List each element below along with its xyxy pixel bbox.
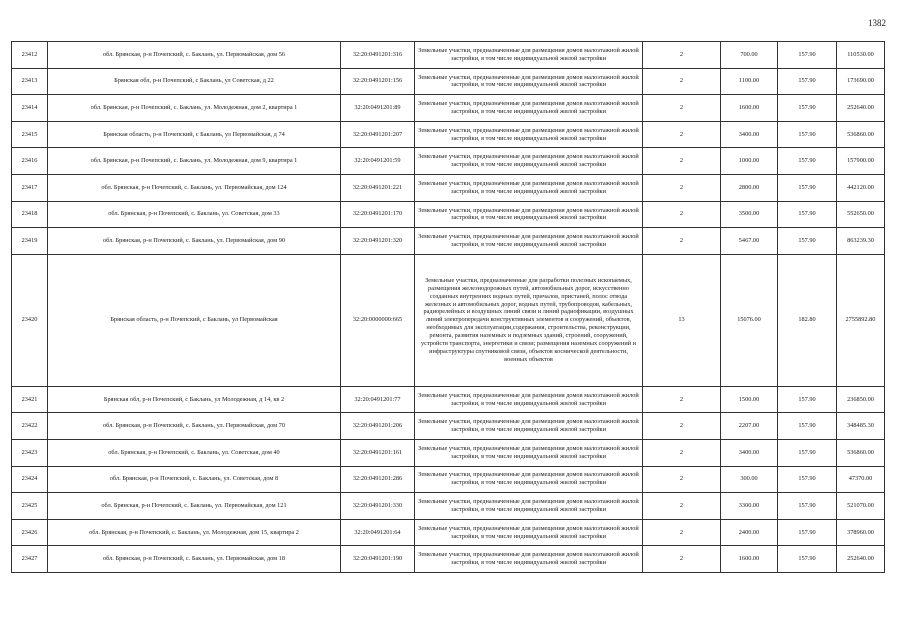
cell-cadastral-number: 32:20:0491201:156 — [341, 68, 415, 95]
cell-cadastral-value: 863239.30 — [837, 228, 885, 255]
cell-type-code: 2 — [643, 148, 721, 175]
cell-row-number: 23416 — [12, 148, 48, 175]
cell-cadastral-value: 236850.00 — [837, 386, 885, 413]
cell-land-purpose: Земельные участки, предназначенные для размещения домов малоэтажной жилой застройки, в том числе индивидуальной жилой застройки — [415, 121, 643, 148]
cell-area: 2800.00 — [721, 174, 778, 201]
cell-row-number: 23426 — [12, 519, 48, 546]
cell-cadastral-number: 32:20:0491201:64 — [341, 519, 415, 546]
cell-specific-value: 157.90 — [778, 148, 837, 175]
cell-land-purpose: Земельные участки, предназначенные для размещения домов малоэтажной жилой застройки, в том числе индивидуальной жилой застройки — [415, 95, 643, 122]
cell-cadastral-number: 32:20:0491201:330 — [341, 493, 415, 520]
cell-cadastral-number: 32:20:0491201:170 — [341, 201, 415, 228]
cell-cadastral-value: 552650.00 — [837, 201, 885, 228]
cell-specific-value: 157.90 — [778, 439, 837, 466]
cell-address: Брянская область, р-н Почепский, с Баклань, ул Первомайская — [48, 254, 341, 386]
table-row — [12, 228, 885, 255]
cell-specific-value: 157.90 — [778, 493, 837, 520]
cell-specific-value: 157.90 — [778, 68, 837, 95]
cell-specific-value: 157.90 — [778, 413, 837, 440]
cell-cadastral-value: 2755892.80 — [837, 254, 885, 386]
cell-land-purpose: Земельные участки, предназначенные для размещения домов малоэтажной жилой застройки, в том числе индивидуальной жилой застройки — [415, 201, 643, 228]
table-row — [12, 121, 885, 148]
cell-area: 3400.00 — [721, 439, 778, 466]
cell-type-code: 2 — [643, 201, 721, 228]
cell-land-purpose: Земельные участки, предназначенные для размещения домов малоэтажной жилой застройки, в том числе индивидуальной жилой застройки — [415, 386, 643, 413]
cell-cadastral-value: 252640.00 — [837, 546, 885, 573]
cell-row-number: 23420 — [12, 254, 48, 386]
cell-address: обл. Брянская, р-н Почепский, с. Баклань, ул. Советская, дом 8 — [48, 466, 341, 493]
cell-area: 1600.00 — [721, 95, 778, 122]
cell-land-purpose: Земельные участки, предназначенные для размещения домов малоэтажной жилой застройки, в том числе индивидуальной жилой застройки — [415, 439, 643, 466]
land-plot-table — [11, 41, 885, 573]
cell-cadastral-number: 32:20:0491201:206 — [341, 413, 415, 440]
cell-cadastral-number: 32:20:0000000:665 — [341, 254, 415, 386]
cell-specific-value: 157.90 — [778, 466, 837, 493]
cell-area: 1100.00 — [721, 68, 778, 95]
cell-specific-value: 157.90 — [778, 121, 837, 148]
cell-cadastral-value: 536860.00 — [837, 439, 885, 466]
cell-type-code: 2 — [643, 386, 721, 413]
cell-address: обл. Брянская, р-н Почепский, с. Баклань, ул. Первомайская, дом 121 — [48, 493, 341, 520]
table-row — [12, 413, 885, 440]
cell-specific-value: 157.90 — [778, 519, 837, 546]
cell-cadastral-value: 110530.00 — [837, 42, 885, 69]
cell-type-code: 2 — [643, 439, 721, 466]
cell-land-purpose: Земельные участки, предназначенные для размещения домов малоэтажной жилой застройки, в том числе индивидуальной жилой застройки — [415, 546, 643, 573]
cell-type-code: 2 — [643, 95, 721, 122]
cell-cadastral-value: 442120.00 — [837, 174, 885, 201]
cell-address: обл. Брянская, р-н Почепский, с. Баклань, ул. Первомайская, дом 90 — [48, 228, 341, 255]
cell-land-purpose: Земельные участки, предназначенные для размещения домов малоэтажной жилой застройки, в том числе индивидуальной жилой застройки — [415, 148, 643, 175]
table-row — [12, 386, 885, 413]
cell-row-number: 23424 — [12, 466, 48, 493]
table-row — [12, 95, 885, 122]
cell-type-code: 13 — [643, 254, 721, 386]
page-number: 1382 — [868, 18, 886, 28]
cell-cadastral-value: 252640.00 — [837, 95, 885, 122]
cell-specific-value: 157.90 — [778, 546, 837, 573]
cell-address: обл. Брянская, р-н Почепский, с. Баклань, ул. Молодежная, дом 2, квартира 1 — [48, 95, 341, 122]
cell-address: Брянская область, р-н Почепский, с Баклань, ул Первомайская, д 74 — [48, 121, 341, 148]
cell-address: Брянская обл, р-н Почепский, с Баклань, ул Советская, д 22 — [48, 68, 341, 95]
cell-area: 1000.00 — [721, 148, 778, 175]
cell-cadastral-number: 32:20:0491201:89 — [341, 95, 415, 122]
cell-land-purpose: Земельные участки, предназначенные для разработки полезных ископаемых, размещения железнодорожных путей, автомобильных дорог, искусственно созданных внутренних водных путей, причалов, пристаней, полос отвода железных и автомобильных дорог, водных путей, трубопроводов, кабельных, радиорелейных и воздушных линий связи и линий радиофикации, воздушных линий электропередачи конструктивных элементов и сооружений, объектов, необходимых для эксплуатации,содержания, строительства, реконструкции, ремонта, развития наземных и подземных зданий, строений, сооружений, устройств транспорта, энергетики и связи; размещения наземных сооружений и инфраструктуры спутниковой связи, объектов космической деятельности, военных объектов — [415, 254, 643, 386]
cell-type-code: 2 — [643, 546, 721, 573]
table-row — [12, 174, 885, 201]
cell-row-number: 23413 — [12, 68, 48, 95]
cell-type-code: 2 — [643, 68, 721, 95]
table-row — [12, 546, 885, 573]
cell-area: 1500.00 — [721, 386, 778, 413]
table-row — [12, 201, 885, 228]
cell-address: обл. Брянская, р-н Почепский, с. Баклань, ул. Первомайская, дом 70 — [48, 413, 341, 440]
cell-cadastral-value: 157900.00 — [837, 148, 885, 175]
cell-area: 2400.00 — [721, 519, 778, 546]
cell-cadastral-number: 32:20:0491201:286 — [341, 466, 415, 493]
cell-land-purpose: Земельные участки, предназначенные для размещения домов малоэтажной жилой застройки, в том числе индивидуальной жилой застройки — [415, 228, 643, 255]
cell-address: обл. Брянская, р-н Почепский, с. Баклань, ул. Первомайская, дом 18 — [48, 546, 341, 573]
cell-area: 5467.00 — [721, 228, 778, 255]
cell-cadastral-value: 173690.00 — [837, 68, 885, 95]
cell-row-number: 23414 — [12, 95, 48, 122]
cell-address: обл. Брянская, р-н Почепский, с. Баклань, ул. Советская, дом 40 — [48, 439, 341, 466]
table-row — [12, 519, 885, 546]
cell-land-purpose: Земельные участки, предназначенные для размещения домов малоэтажной жилой застройки, в том числе индивидуальной жилой застройки — [415, 413, 643, 440]
cell-area: 3500.00 — [721, 201, 778, 228]
cell-row-number: 23419 — [12, 228, 48, 255]
cell-row-number: 23427 — [12, 546, 48, 573]
cell-land-purpose: Земельные участки, предназначенные для размещения домов малоэтажной жилой застройки, в том числе индивидуальной жилой застройки — [415, 174, 643, 201]
cell-area: 15076.00 — [721, 254, 778, 386]
cell-land-purpose: Земельные участки, предназначенные для размещения домов малоэтажной жилой застройки, в том числе индивидуальной жилой застройки — [415, 466, 643, 493]
cell-specific-value: 157.90 — [778, 201, 837, 228]
cell-cadastral-number: 32:20:0491201:59 — [341, 148, 415, 175]
cell-row-number: 23415 — [12, 121, 48, 148]
cell-row-number: 23417 — [12, 174, 48, 201]
cell-land-purpose: Земельные участки, предназначенные для размещения домов малоэтажной жилой застройки, в том числе индивидуальной жилой застройки — [415, 42, 643, 69]
table-row — [12, 466, 885, 493]
cell-address: обл. Брянская, р-н Почепский, с. Баклань, ул. Молодежная, дом 9, квартира 1 — [48, 148, 341, 175]
table-body — [12, 42, 885, 573]
cell-address: Брянская обл, р-н Почепский, с Баклань, ул Молодежная, д 14, кв 2 — [48, 386, 341, 413]
cell-address: обл. Брянская, р-н Почепский, с. Баклань, ул. Первомайская, дом 56 — [48, 42, 341, 69]
cell-area: 3300.00 — [721, 493, 778, 520]
cell-address: обл. Брянская, р-н Почепский, с. Баклань, ул. Советская, дом 33 — [48, 201, 341, 228]
cell-specific-value: 157.90 — [778, 228, 837, 255]
cell-cadastral-value: 521070.00 — [837, 493, 885, 520]
cell-row-number: 23423 — [12, 439, 48, 466]
cell-specific-value: 157.90 — [778, 95, 837, 122]
cell-type-code: 2 — [643, 493, 721, 520]
cell-row-number: 23422 — [12, 413, 48, 440]
table-row — [12, 68, 885, 95]
cell-type-code: 2 — [643, 413, 721, 440]
cell-area: 2207.00 — [721, 413, 778, 440]
cell-cadastral-number: 32:20:0491201:77 — [341, 386, 415, 413]
cell-cadastral-value: 47370.00 — [837, 466, 885, 493]
cell-type-code: 2 — [643, 42, 721, 69]
cell-cadastral-number: 32:20:0491201:316 — [341, 42, 415, 69]
cell-area: 1600.00 — [721, 546, 778, 573]
cell-row-number: 23421 — [12, 386, 48, 413]
cell-specific-value: 182.80 — [778, 254, 837, 386]
cell-type-code: 2 — [643, 466, 721, 493]
cell-row-number: 23412 — [12, 42, 48, 69]
cell-specific-value: 157.90 — [778, 386, 837, 413]
table-row — [12, 42, 885, 69]
table-row — [12, 148, 885, 175]
cell-type-code: 2 — [643, 519, 721, 546]
cell-land-purpose: Земельные участки, предназначенные для размещения домов малоэтажной жилой застройки, в том числе индивидуальной жилой застройки — [415, 493, 643, 520]
cell-specific-value: 157.90 — [778, 42, 837, 69]
cell-type-code: 2 — [643, 121, 721, 148]
cell-cadastral-number: 32:20:0491201:320 — [341, 228, 415, 255]
cell-cadastral-value: 378960.00 — [837, 519, 885, 546]
cell-area: 700.00 — [721, 42, 778, 69]
cell-address: обл. Брянская, р-н Почепский, с. Баклань, ул. Первомайская, дом 124 — [48, 174, 341, 201]
cell-type-code: 2 — [643, 228, 721, 255]
cell-cadastral-value: 536860.00 — [837, 121, 885, 148]
cell-cadastral-number: 32:20:0491201:161 — [341, 439, 415, 466]
cell-specific-value: 157.90 — [778, 174, 837, 201]
cell-area: 3400.00 — [721, 121, 778, 148]
cell-address: обл. Брянская, р-н Почепский, с. Баклань, ул. Молодежная, дом 15, квартира 2 — [48, 519, 341, 546]
cell-cadastral-number: 32:20:0491201:207 — [341, 121, 415, 148]
cell-row-number: 23418 — [12, 201, 48, 228]
table-row — [12, 439, 885, 466]
cell-cadastral-number: 32:20:0491201:221 — [341, 174, 415, 201]
cell-type-code: 2 — [643, 174, 721, 201]
cell-area: 300.00 — [721, 466, 778, 493]
table-row — [12, 254, 885, 386]
cell-row-number: 23425 — [12, 493, 48, 520]
cell-land-purpose: Земельные участки, предназначенные для размещения домов малоэтажной жилой застройки, в том числе индивидуальной жилой застройки — [415, 68, 643, 95]
cell-land-purpose: Земельные участки, предназначенные для размещения домов малоэтажной жилой застройки, в том числе индивидуальной жилой застройки — [415, 519, 643, 546]
cell-cadastral-number: 32:20:0491201:190 — [341, 546, 415, 573]
table-row — [12, 493, 885, 520]
cell-cadastral-value: 348485.30 — [837, 413, 885, 440]
